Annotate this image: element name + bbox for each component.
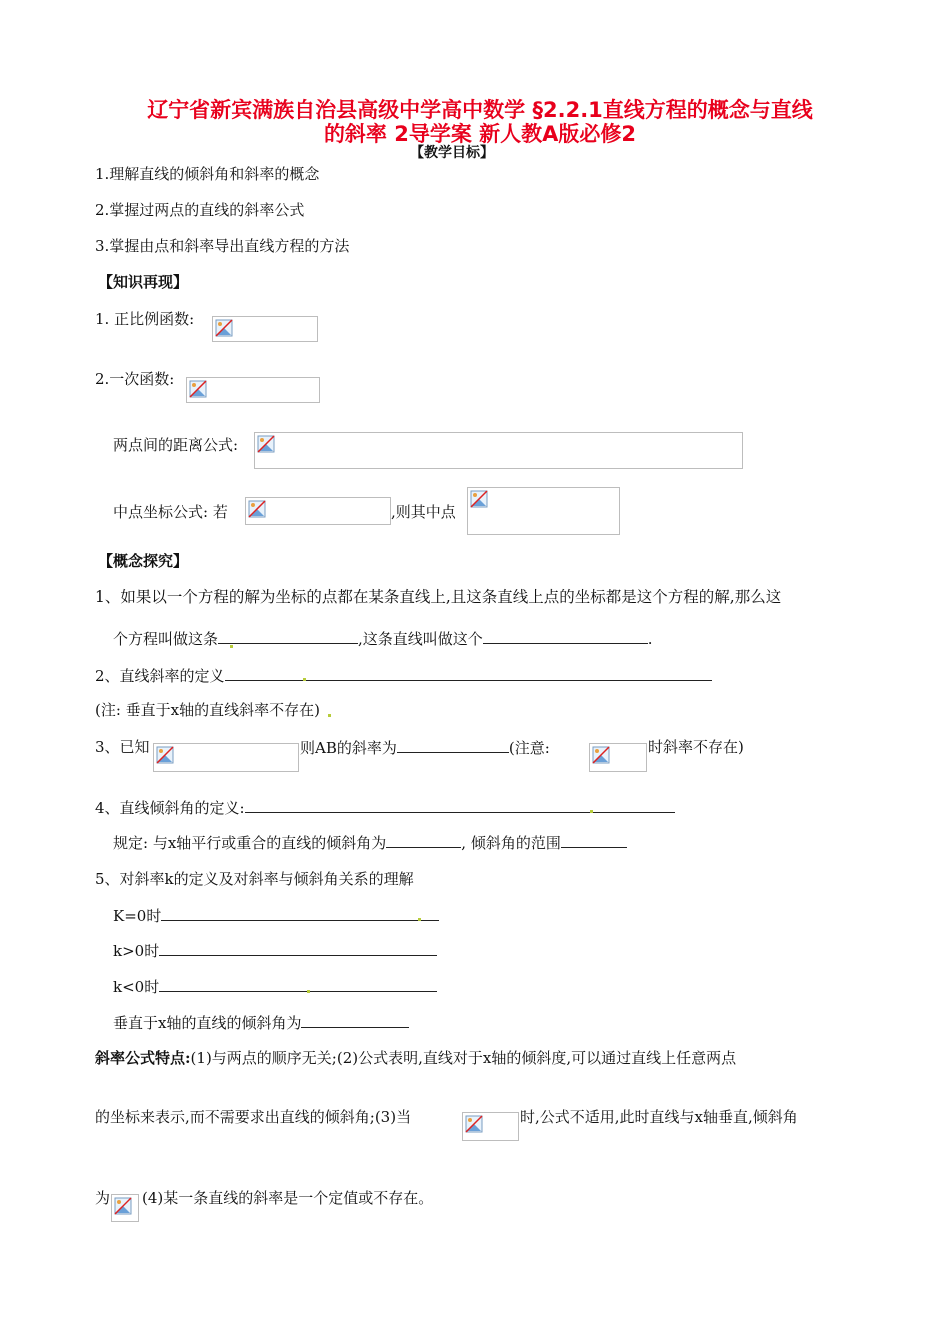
answer-blank[interactable]: [159, 940, 437, 956]
formula-image: [186, 377, 320, 403]
vertical-line-label: 垂直于x轴的直线的倾斜角为: [113, 1014, 302, 1032]
question-3-text-b: 则AB的斜率为: [300, 739, 397, 757]
formula-image: [245, 497, 391, 525]
review-heading: 【知识再现】: [98, 273, 189, 291]
formula-image: [589, 743, 647, 772]
answer-blank[interactable]: [561, 832, 627, 848]
decorative-dot: [328, 714, 331, 717]
answer-blank[interactable]: [161, 905, 439, 921]
k-zero-label: K=0时: [113, 907, 162, 925]
decorative-dot: [418, 918, 421, 921]
document-title-line1: 辽宁省新宾满族自治县高级中学高中数学 §2.2.1直线方程的概念与直线: [147, 98, 813, 122]
vertical-line-row: [113, 1012, 409, 1033]
objective-item-3: 3.掌握由点和斜率导出直线方程的方法: [95, 237, 350, 255]
decorative-dot: [230, 645, 233, 648]
question-4: [95, 797, 675, 818]
answer-blank[interactable]: [225, 665, 712, 681]
answer-blank[interactable]: [386, 832, 461, 848]
features-label: 斜率公式特点:: [95, 1049, 191, 1067]
broken-image-icon: [470, 490, 488, 508]
broken-image-icon: [189, 380, 207, 398]
question-2-text: 2、直线斜率的定义: [95, 667, 225, 685]
concept-heading: 【概念探究】: [98, 552, 189, 570]
question-3-label: 3、已知: [95, 738, 150, 756]
k-positive-label: k>0时: [113, 942, 160, 960]
midpoint-label-b: ,则其中点: [391, 503, 456, 521]
question-4-rule: [113, 832, 627, 853]
question-1-text-a: 个方程叫做这条: [113, 630, 219, 648]
broken-image-icon: [465, 1115, 483, 1133]
broken-image-icon: [248, 500, 266, 518]
formula-image: [467, 487, 620, 535]
answer-blank[interactable]: [218, 628, 358, 644]
objective-item-1: 1.理解直线的倾斜角和斜率的概念: [95, 165, 320, 183]
answer-blank[interactable]: [301, 1012, 409, 1028]
review-item-2: 2.一次函数:: [95, 370, 175, 388]
formula-image: [254, 432, 743, 469]
question-4-rule-a: 规定: 与x轴平行或重合的直线的倾斜角为: [113, 834, 387, 852]
features-line3b: (4)某一条直线的斜率是一个定值或不存在。: [142, 1189, 434, 1207]
question-1-line1: 1、如果以一个方程的解为坐标的点都在某条直线上,且这条直线上点的坐标都是这个方程的解,那么这: [95, 588, 782, 606]
decorative-dot: [590, 810, 593, 813]
k-positive-row: [113, 940, 437, 961]
question-1-text-b: ,这条直线叫做这个: [358, 630, 483, 648]
question-1-text-c: .: [647, 630, 653, 648]
decorative-dot: [303, 678, 306, 681]
midpoint-label: 中点坐标公式: 若: [113, 503, 228, 521]
distance-formula-label: 两点间的距离公式:: [113, 436, 239, 454]
features-line3a: 为: [95, 1189, 111, 1207]
k-negative-label: k<0时: [113, 978, 160, 996]
objectives-heading: 【教学目标】: [410, 145, 494, 161]
document-title-line2: 的斜率 2导学案 新人教A版必修2: [323, 122, 637, 146]
question-4-text: 4、直线倾斜角的定义:: [95, 799, 245, 817]
features-line1: [95, 1048, 736, 1068]
k-negative-row: [113, 976, 437, 997]
formula-image: [111, 1194, 139, 1222]
broken-image-icon: [257, 435, 275, 453]
answer-blank[interactable]: [397, 737, 509, 753]
decorative-dot: [307, 990, 310, 993]
question-2-note: (注: 垂直于x轴的直线斜率不存在): [95, 701, 320, 719]
question-3-end: 时斜率不存在): [648, 738, 744, 756]
question-2: [95, 665, 712, 686]
answer-blank[interactable]: [159, 976, 437, 992]
question-3-text-c: (注意:: [508, 739, 550, 757]
review-item-1: 1. 正比例函数:: [95, 310, 195, 328]
broken-image-icon: [156, 746, 174, 764]
broken-image-icon: [114, 1197, 132, 1215]
formula-image: [212, 316, 318, 342]
formula-image: [153, 743, 299, 772]
k-zero-row: [113, 905, 439, 926]
features-line2b: 时,公式不适用,此时直线与x轴垂直,倾斜角: [520, 1108, 798, 1126]
features-text-1: (1)与两点的顺序无关;(2)公式表明,直线对于x轴的倾斜度,可以通过直线上任意两点: [190, 1049, 737, 1067]
formula-image: [462, 1112, 519, 1141]
objective-item-2: 2.掌握过两点的直线的斜率公式: [95, 201, 305, 219]
question-5: 5、对斜率k的定义及对斜率与倾斜角关系的理解: [95, 870, 414, 888]
answer-blank[interactable]: [483, 628, 648, 644]
features-line2a: 的坐标来表示,而不需要求出直线的倾斜角;(3)当: [95, 1108, 412, 1126]
question-1-line2: [113, 628, 653, 649]
question-4-rule-b: , 倾斜角的范围: [461, 834, 561, 852]
question-3-mid: [300, 737, 550, 758]
answer-blank[interactable]: [245, 797, 675, 813]
broken-image-icon: [592, 746, 610, 764]
broken-image-icon: [215, 319, 233, 337]
